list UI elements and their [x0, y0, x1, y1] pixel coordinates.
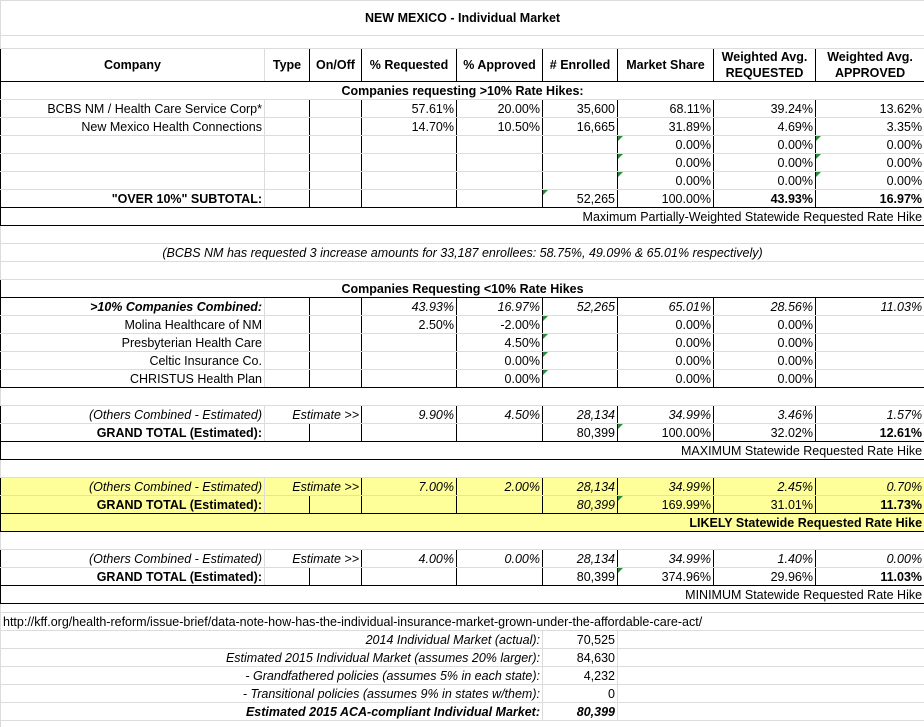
- approved-cell: 20.00%: [457, 100, 543, 118]
- section2-heading: Companies Requesting <10% Rate Hikes: [1, 280, 924, 298]
- wapp-cell: [816, 370, 924, 388]
- share-cell: 0.00%: [618, 136, 714, 154]
- onoff-cell: [310, 352, 362, 370]
- grand-wapp: 11.73%: [816, 496, 924, 514]
- grand-total-label: GRAND TOTAL (Estimated):: [1, 568, 265, 586]
- scenario-caption-row: [1, 586, 924, 604]
- wapp-cell: [816, 352, 924, 370]
- table-row: [1, 334, 924, 352]
- source-row: [1, 685, 924, 703]
- source-value: 4,232: [543, 667, 618, 685]
- wreq-cell: 0.00%: [714, 154, 816, 172]
- onoff-cell: [310, 172, 362, 190]
- share-cell: 0.00%: [618, 352, 714, 370]
- grand-total-label: GRAND TOTAL (Estimated):: [1, 424, 265, 442]
- onoff-cell: [310, 424, 362, 442]
- scenario-others-row: [1, 406, 924, 424]
- requested-cell: [362, 154, 457, 172]
- table-row: [1, 316, 924, 334]
- table-row: [1, 352, 924, 370]
- company-name: [1, 154, 265, 172]
- wapp-cell: 0.00%: [816, 154, 924, 172]
- requested-cell: 7.00%: [362, 478, 457, 496]
- source-label: Estimated 2015 ACA-compliant Individual Market:: [1, 703, 543, 721]
- enrolled-cell: 16,665: [543, 118, 618, 136]
- onoff-cell: [310, 316, 362, 334]
- table-row: [1, 136, 924, 154]
- type-cell: [265, 352, 310, 370]
- source-row: [1, 631, 924, 649]
- grand-total-row: [1, 568, 924, 586]
- enrolled-cell: 28,134: [543, 406, 618, 424]
- source-label: - Grandfathered policies (assumes 5% in each state):: [1, 667, 543, 685]
- requested-cell: [362, 424, 457, 442]
- approved-cell: [457, 568, 543, 586]
- header-weighted-approved: Weighted Avg. APPROVED: [816, 49, 924, 82]
- type-cell: [265, 100, 310, 118]
- scenario-caption: MAXIMUM Statewide Requested Rate Hike: [1, 442, 924, 460]
- grand-share: 100.00%: [618, 424, 714, 442]
- subtotal-row: [1, 190, 924, 208]
- source-value: 0: [543, 685, 618, 703]
- requested-cell: [362, 334, 457, 352]
- table-row: [1, 370, 924, 388]
- type-cell: [265, 136, 310, 154]
- type-cell: [265, 172, 310, 190]
- subtotal-wreq: 43.93%: [714, 190, 816, 208]
- scenario-others-row: [1, 478, 924, 496]
- type-cell: [265, 118, 310, 136]
- wreq-cell: 0.00%: [714, 172, 816, 190]
- header-weighted-requested: Weighted Avg. REQUESTED: [714, 49, 816, 82]
- source-label: Estimated 2015 Individual Market (assumes 20% larger):: [1, 649, 543, 667]
- share-cell: 0.00%: [618, 316, 714, 334]
- share-cell: 68.11%: [618, 100, 714, 118]
- subtotal-share: 100.00%: [618, 190, 714, 208]
- wapp-cell: 0.00%: [816, 172, 924, 190]
- enrolled-cell: [543, 334, 618, 352]
- enrolled-cell: [543, 172, 618, 190]
- enrolled-cell: [543, 352, 618, 370]
- onoff-cell: [310, 154, 362, 172]
- table-row: [1, 118, 924, 136]
- wapp-cell: 0.70%: [816, 478, 924, 496]
- company-name: [1, 136, 265, 154]
- type-cell: [265, 370, 310, 388]
- source-label: - Transitional policies (assumes 9% in states w/them):: [1, 685, 543, 703]
- subtotal-label: "OVER 10%" SUBTOTAL:: [1, 190, 265, 208]
- company-name: BCBS NM / Health Care Service Corp*: [1, 100, 265, 118]
- approved-cell: -2.00%: [457, 316, 543, 334]
- wapp-cell: [816, 316, 924, 334]
- header-enrolled: # Enrolled: [543, 49, 618, 82]
- combined-enr: 52,265: [543, 298, 618, 316]
- type-cell: [265, 334, 310, 352]
- others-label: (Others Combined - Estimated): [1, 406, 265, 424]
- combined-share: 65.01%: [618, 298, 714, 316]
- header-row: [1, 49, 924, 82]
- share-cell: 34.99%: [618, 550, 714, 568]
- share-cell: 34.99%: [618, 406, 714, 424]
- type-cell: [265, 424, 310, 442]
- combined-row: [1, 298, 924, 316]
- wapp-cell: 13.62%: [816, 100, 924, 118]
- others-label: (Others Combined - Estimated): [1, 478, 265, 496]
- approved-cell: [457, 136, 543, 154]
- onoff-cell: [310, 568, 362, 586]
- requested-cell: 4.00%: [362, 550, 457, 568]
- section1-heading: Companies requesting >10% Rate Hikes:: [1, 82, 924, 100]
- bcbs-note: (BCBS NM has requested 3 increase amounts for 33,187 enrollees: 58.75%, 49.09% & 65.01% respectively): [1, 244, 924, 262]
- share-cell: 0.00%: [618, 334, 714, 352]
- grand-enrolled: 80,399: [543, 424, 618, 442]
- share-cell: 0.00%: [618, 172, 714, 190]
- approved-cell: [457, 154, 543, 172]
- grand-share: 169.99%: [618, 496, 714, 514]
- approved-cell: 0.00%: [457, 370, 543, 388]
- combined-label: >10% Companies Combined:: [1, 298, 265, 316]
- wreq-cell: 0.00%: [714, 352, 816, 370]
- wreq-cell: 2.45%: [714, 478, 816, 496]
- enrolled-cell: 28,134: [543, 550, 618, 568]
- wapp-cell: [816, 334, 924, 352]
- section1-rows: [1, 100, 924, 190]
- header-requested: % Requested: [362, 49, 457, 82]
- estimate-marker: Estimate >>: [265, 406, 362, 424]
- share-cell: 0.00%: [618, 154, 714, 172]
- requested-cell: 9.90%: [362, 406, 457, 424]
- grand-total-label: GRAND TOTAL (Estimated):: [1, 496, 265, 514]
- grand-wapp: 11.03%: [816, 568, 924, 586]
- header-approved: % Approved: [457, 49, 543, 82]
- subtotal-wapp: 16.97%: [816, 190, 924, 208]
- company-name: Celtic Insurance Co.: [1, 352, 265, 370]
- combined-app: 16.97%: [457, 298, 543, 316]
- onoff-cell: [310, 334, 362, 352]
- type-cell: [265, 496, 310, 514]
- wreq-cell: 0.00%: [714, 370, 816, 388]
- approved-cell: 4.50%: [457, 406, 543, 424]
- subtotal-enrolled: 52,265: [543, 190, 618, 208]
- wapp-cell: 0.00%: [816, 550, 924, 568]
- grand-wapp: 12.61%: [816, 424, 924, 442]
- requested-cell: [362, 496, 457, 514]
- scenario-caption-row: [1, 514, 924, 532]
- enrolled-cell: [543, 154, 618, 172]
- enrolled-cell: 35,600: [543, 100, 618, 118]
- grand-total-row: [1, 496, 924, 514]
- source-rows: [1, 631, 924, 721]
- type-cell: [265, 316, 310, 334]
- requested-cell: 14.70%: [362, 118, 457, 136]
- requested-cell: 57.61%: [362, 100, 457, 118]
- approved-cell: [457, 172, 543, 190]
- requested-cell: 2.50%: [362, 316, 457, 334]
- approved-cell: 0.00%: [457, 550, 543, 568]
- enrolled-cell: [543, 136, 618, 154]
- onoff-cell: [310, 496, 362, 514]
- source-value: 80,399: [543, 703, 618, 721]
- company-name: CHRISTUS Health Plan: [1, 370, 265, 388]
- onoff-cell: [310, 100, 362, 118]
- grand-total-row: [1, 424, 924, 442]
- grand-wreq: 29.96%: [714, 568, 816, 586]
- source-label: 2014 Individual Market (actual):: [1, 631, 543, 649]
- grand-share: 374.96%: [618, 568, 714, 586]
- scenarios: [1, 406, 924, 604]
- onoff-cell: [310, 136, 362, 154]
- wreq-cell: 4.69%: [714, 118, 816, 136]
- wreq-cell: 0.00%: [714, 334, 816, 352]
- wreq-cell: 0.00%: [714, 316, 816, 334]
- wreq-cell: 39.24%: [714, 100, 816, 118]
- grand-enrolled: 80,399: [543, 496, 618, 514]
- share-cell: 31.89%: [618, 118, 714, 136]
- wapp-cell: 0.00%: [816, 136, 924, 154]
- source-row: [1, 703, 924, 721]
- approved-cell: 10.50%: [457, 118, 543, 136]
- wapp-cell: 1.57%: [816, 406, 924, 424]
- requested-cell: [362, 172, 457, 190]
- header-type: Type: [265, 49, 310, 82]
- scenario-others-row: [1, 550, 924, 568]
- onoff-cell: [310, 118, 362, 136]
- company-name: New Mexico Health Connections: [1, 118, 265, 136]
- scenario-caption: LIKELY Statewide Requested Rate Hike: [1, 514, 924, 532]
- type-cell: [265, 154, 310, 172]
- wreq-cell: 3.46%: [714, 406, 816, 424]
- enrolled-cell: [543, 370, 618, 388]
- scenario-caption: MINIMUM Statewide Requested Rate Hike: [1, 586, 924, 604]
- scenario-caption-row: [1, 442, 924, 460]
- company-name: [1, 172, 265, 190]
- grand-enrolled: 80,399: [543, 568, 618, 586]
- table-row: [1, 172, 924, 190]
- share-cell: 0.00%: [618, 370, 714, 388]
- share-cell: 34.99%: [618, 478, 714, 496]
- onoff-cell: [310, 370, 362, 388]
- grand-wreq: 31.01%: [714, 496, 816, 514]
- source-row: [1, 649, 924, 667]
- combined-req: 43.93%: [362, 298, 457, 316]
- enrolled-cell: 28,134: [543, 478, 618, 496]
- table-row: [1, 100, 924, 118]
- requested-cell: [362, 370, 457, 388]
- header-company: Company: [1, 49, 265, 82]
- approved-cell: [457, 496, 543, 514]
- type-cell: [265, 568, 310, 586]
- approved-cell: 0.00%: [457, 352, 543, 370]
- source-value: 70,525: [543, 631, 618, 649]
- header-market-share: Market Share: [618, 49, 714, 82]
- approved-cell: [457, 424, 543, 442]
- estimate-marker: Estimate >>: [265, 478, 362, 496]
- company-name: Molina Healthcare of NM: [1, 316, 265, 334]
- wreq-cell: 0.00%: [714, 136, 816, 154]
- wapp-cell: 3.35%: [816, 118, 924, 136]
- header-onoff: On/Off: [310, 49, 362, 82]
- others-label: (Others Combined - Estimated): [1, 550, 265, 568]
- source-value: 84,630: [543, 649, 618, 667]
- page-title: NEW MEXICO - Individual Market: [1, 1, 924, 36]
- approved-cell: 4.50%: [457, 334, 543, 352]
- table-row: [1, 154, 924, 172]
- requested-cell: [362, 352, 457, 370]
- section1-caption: Maximum Partially-Weighted Statewide Requested Rate Hike: [1, 208, 924, 226]
- section2-rows: [1, 316, 924, 388]
- requested-cell: [362, 136, 457, 154]
- enrolled-cell: [543, 316, 618, 334]
- requested-cell: [362, 568, 457, 586]
- source-row: [1, 667, 924, 685]
- combined-wreq: 28.56%: [714, 298, 816, 316]
- estimate-marker: Estimate >>: [265, 550, 362, 568]
- grand-wreq: 32.02%: [714, 424, 816, 442]
- combined-wapp: 11.03%: [816, 298, 924, 316]
- company-name: Presbyterian Health Care: [1, 334, 265, 352]
- approved-cell: 2.00%: [457, 478, 543, 496]
- source-url: http://kff.org/health-reform/issue-brief/data-note-how-has-the-individual-insurance-market-grown-under-the-affordable-care-act/: [1, 613, 924, 631]
- wreq-cell: 1.40%: [714, 550, 816, 568]
